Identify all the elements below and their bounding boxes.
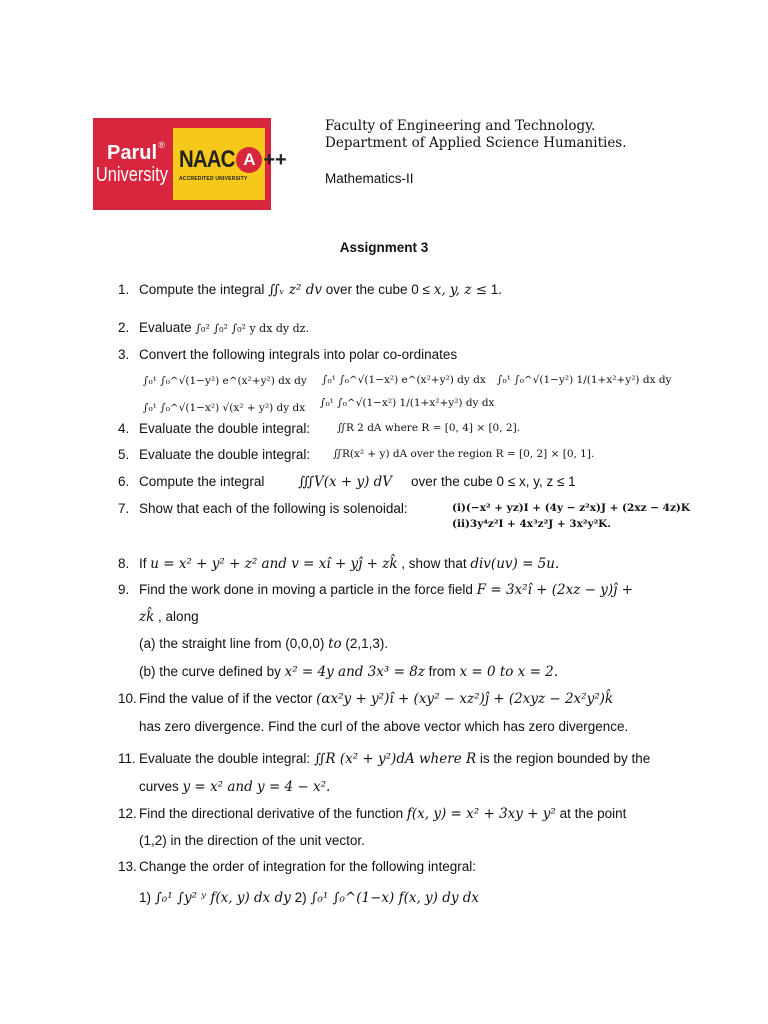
question-5	[118, 446, 310, 464]
question-text: Change the order of integration for the following integral:	[139, 859, 476, 874]
logo-university-text: University	[96, 164, 169, 186]
question-number: 2.	[118, 320, 130, 335]
question-11	[118, 750, 650, 768]
question-9	[118, 581, 633, 599]
question-math: to	[328, 636, 342, 652]
question-12	[118, 805, 626, 823]
question-6-math	[298, 473, 392, 491]
question-text: (a) the straight line from (0,0,0)	[139, 636, 329, 651]
question-text: is the region bounded by the	[476, 751, 651, 766]
question-4	[118, 420, 310, 438]
question-number: 12.	[118, 806, 137, 821]
question-math: (αx²y + y²)î + (xy² − xz²)ĵ + (2xyz − 2x²y²)k̂	[316, 691, 614, 707]
question-6	[118, 473, 264, 491]
question-text: curves	[139, 779, 183, 794]
polar-integral-1: ∫₀¹ ∫₀^√(1−y²) e^(x²+y²) dx dy	[143, 375, 307, 387]
assignment-title: Assignment 3	[339, 240, 429, 255]
question-text: Find the value of if the vector	[139, 691, 317, 706]
question-text: If	[139, 556, 151, 571]
question-9-part-a	[139, 635, 388, 653]
question-1	[118, 281, 502, 299]
registered-mark: ®	[158, 140, 166, 150]
question-math: y = x² and y = 4 − x².	[182, 779, 331, 795]
question-7	[118, 500, 408, 518]
question-math: zk̂	[139, 609, 155, 625]
question-8	[118, 555, 559, 573]
faculty-line: Faculty of Engineering and Technology.	[325, 118, 596, 134]
question-text: Evaluate the double integral:	[139, 751, 314, 766]
question-text: (b) the curve defined by	[139, 664, 285, 679]
question-number: 9.	[118, 582, 130, 597]
document-header	[325, 118, 627, 187]
question-math: u = x² + y² + z² and v = xî + yĵ + zk̂	[150, 556, 398, 572]
naac-badge-logo	[173, 128, 287, 200]
question-3	[118, 346, 457, 364]
question-math: ∫₀¹ ∫y² ʸ f(x, y) dx dy	[154, 890, 291, 906]
question-9-part-b	[139, 663, 558, 681]
question-text: Compute the integral	[139, 282, 269, 297]
question-math: x = 0 to x = 2.	[459, 664, 559, 680]
polar-integral-2: ∫₀¹ ∫₀^√(1−x²) e^(x²+y²) dy dx	[322, 374, 486, 386]
question-number: 13.	[118, 859, 137, 874]
polar-integral-4: ∫₀¹ ∫₀^√(1−x²) √(x² + y²) dy dx	[143, 402, 306, 414]
question-text: Evaluate the double integral:	[139, 447, 311, 462]
question-13-integrals	[139, 889, 479, 907]
question-number: 3.	[118, 347, 130, 362]
solenoidal-vector-2: (ii)3y⁴z²I + 4x³z²J + 3x²y²K.	[452, 518, 611, 530]
question-6-tail	[411, 473, 576, 491]
question-text: Evaluate the double integral:	[139, 421, 311, 436]
question-text: over the cube 0 ≤	[321, 282, 434, 297]
question-4-math: ∬R 2 dA where R = [0, 4] × [0, 2].	[337, 422, 521, 434]
question-text: Compute the integral	[139, 474, 265, 489]
question-10-line-2: has zero divergence. Find the curl of the above vector which has zero divergence.	[139, 719, 629, 734]
question-math: f(x, y) = x² + 3xy + y²	[406, 806, 556, 822]
naac-plus: ++	[263, 148, 287, 171]
polar-integral-3: ∫₀¹ ∫₀^√(1−y²) 1/(1+x²+y²) dx dy	[497, 374, 672, 386]
question-13	[118, 858, 476, 876]
question-number: 6.	[118, 474, 130, 489]
question-text: over the cube 0 ≤ x, y, z ≤ 1	[411, 474, 576, 489]
question-text: from	[424, 664, 460, 679]
question-number: 10.	[118, 691, 137, 706]
question-text: Show that each of the following is solenoidal:	[139, 501, 408, 516]
question-2	[118, 319, 309, 338]
subject-line: Mathematics-II	[325, 171, 414, 186]
question-math: x² = 4y and 3x³ = 8z	[284, 664, 425, 680]
question-text: Evaluate	[139, 320, 196, 335]
polar-integral-5: ∫₀¹ ∫₀^√(1−x²) 1/(1+x²+y²) dy dx	[320, 397, 495, 409]
university-logo	[93, 118, 287, 210]
question-text: , show that	[397, 556, 471, 571]
question-math: ∭V(x + y) dV	[298, 474, 393, 490]
parul-logo	[93, 118, 171, 210]
question-number: 4.	[118, 421, 130, 436]
question-number: 1.	[118, 282, 130, 297]
question-text: Find the directional derivative of the function	[139, 806, 407, 821]
question-math: F = 3x²î + (2xz − y)ĵ +	[476, 582, 633, 598]
question-10	[118, 690, 613, 708]
question-number: 5.	[118, 447, 130, 462]
naac-grade-circle: A	[236, 147, 262, 173]
item-label: 2)	[290, 890, 311, 905]
question-text: (2,1,3).	[341, 636, 389, 651]
question-number: 8.	[118, 556, 130, 571]
question-text: 1.	[487, 282, 503, 297]
question-text: , along	[154, 609, 199, 624]
item-label: 1)	[139, 890, 155, 905]
question-5-math: ∬R(x² + y) dA over the region R = [0, 2] × [0, 1].	[333, 448, 595, 460]
question-number: 7.	[118, 501, 130, 516]
question-math: div(uv) = 5u.	[470, 556, 560, 572]
solenoidal-vector-1: (i)(−x² + yz)I + (4y − z²x)J + (2xz − 4z)K	[452, 502, 691, 514]
question-text: Convert the following integrals into polar co-ordinates	[139, 347, 458, 362]
question-9-line-2	[139, 608, 199, 626]
question-11-line-2	[139, 778, 330, 796]
question-text: Find the work done in moving a particle in the force field	[139, 582, 477, 597]
question-text: at the point	[555, 806, 627, 821]
question-number: 11.	[118, 751, 136, 766]
question-math: x, y, z ≤	[433, 282, 488, 298]
department-line: Department of Applied Science Humanities.	[325, 135, 627, 151]
question-math: ∬R (x² + y²)dA where R	[313, 751, 477, 767]
naac-subtitle: ACCREDITED UNIVERSITY	[179, 176, 248, 182]
logo-parul-text: Parul	[106, 142, 158, 164]
question-12-line-2: (1,2) in the direction of the unit vector.	[139, 833, 365, 848]
naac-text: NAAC	[179, 146, 235, 173]
question-math: ∬ᵥ z² dv	[268, 282, 322, 298]
question-math: ∫₀² ∫₀² ∫₀² y dx dy dz.	[195, 322, 309, 335]
question-math: ∫₀¹ ∫₀^(1−x) f(x, y) dy dx	[310, 890, 480, 906]
